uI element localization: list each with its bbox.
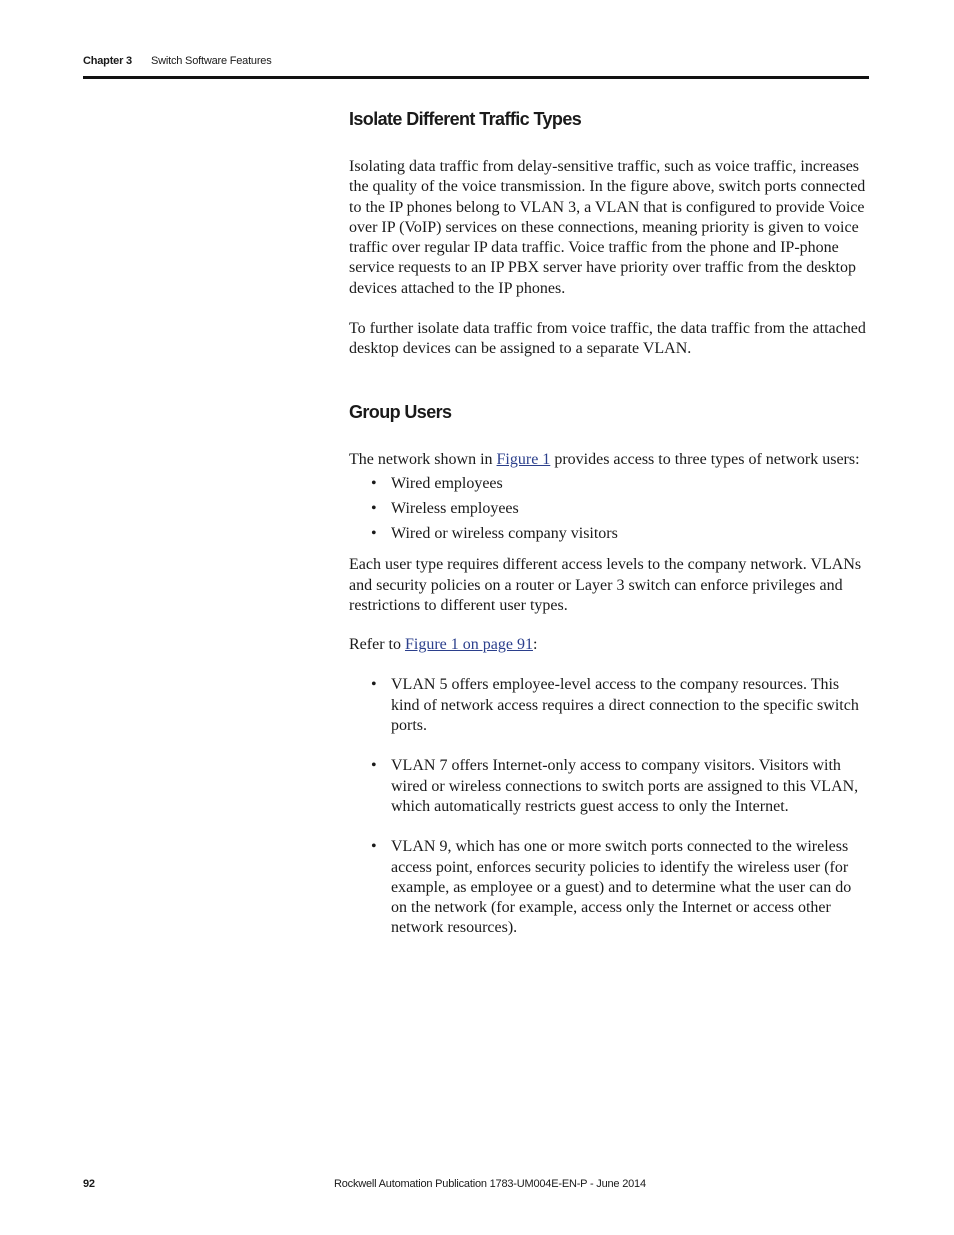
list-item: • Wireless employees	[349, 499, 871, 519]
list-item: • Wired employees	[349, 474, 871, 494]
refer-after: :	[532, 636, 538, 654]
refer-paragraph	[349, 635, 871, 655]
figure-1-link[interactable]: Figure 1	[496, 450, 551, 468]
chapter-label: Chapter 3	[83, 55, 132, 67]
page-number: 92	[83, 1178, 95, 1190]
isolate-paragraph-1: Isolating data traffic from delay-sensitive traffic, such as voice traffic, increases the quality of the voice transmission. In the figure above, switch ports connected to the IP phones belong to VLAN 3, a VLAN that is configured to provide Voice over IP (VoIP) services on these connections, meaning priority is given to voice traffic over regular IP data traffic. Voice traffic from the phone and IP-phone service requests to an IP PBX server have priority over traffic from the desktop devices attached to the IP phones.	[349, 158, 866, 297]
heading-group-users: Group Users	[349, 401, 452, 422]
isolate-paragraph-2: To further isolate data traffic from voice traffic, the data traffic from the attached desktop devices can be assigned to a separate VLAN.	[349, 320, 866, 358]
main-content	[349, 106, 871, 959]
access-levels-paragraph: Each user type requires different access levels to the company network. VLANs and security policies on a router or Layer 3 switch can enforce privileges and restrictions to different user types.	[349, 556, 862, 614]
list-item: • VLAN 5 offers employee-level access to the company resources. This kind of network access requires a direct connection to the specific switch ports.	[349, 675, 871, 736]
list-item: • VLAN 7 offers Internet-only access to company visitors. Visitors with wired or wireless connections to switch ports are assigned to this VLAN, which automatically restricts guest access to only the Internet.	[349, 756, 871, 817]
heading-isolate-traffic: Isolate Different Traffic Types	[349, 109, 582, 129]
group-intro-after: provides access to three types of network users:	[550, 450, 860, 468]
group-intro	[349, 450, 871, 470]
section-title: Switch Software Features	[151, 55, 272, 67]
user-types-list	[349, 474, 871, 544]
group-intro-before: The network shown in	[349, 450, 497, 468]
page-header	[83, 52, 869, 79]
list-item: • VLAN 9, which has one or more switch ports connected to the wireless access point, enforces security policies to identify the wireless user (for example, as employee or a guest) and to determine what the user can do on the network (for example, access only the Internet or access other network resources).	[349, 837, 871, 938]
refer-before: Refer to	[349, 636, 405, 654]
vlan-list	[349, 675, 871, 938]
publication-info: Rockwell Automation Publication 1783-UM004E-EN-P - June 2014	[334, 1178, 646, 1190]
figure-1-page-91-link[interactable]: Figure 1 on page 91	[404, 636, 533, 654]
list-item: • Wired or wireless company visitors	[349, 524, 871, 544]
